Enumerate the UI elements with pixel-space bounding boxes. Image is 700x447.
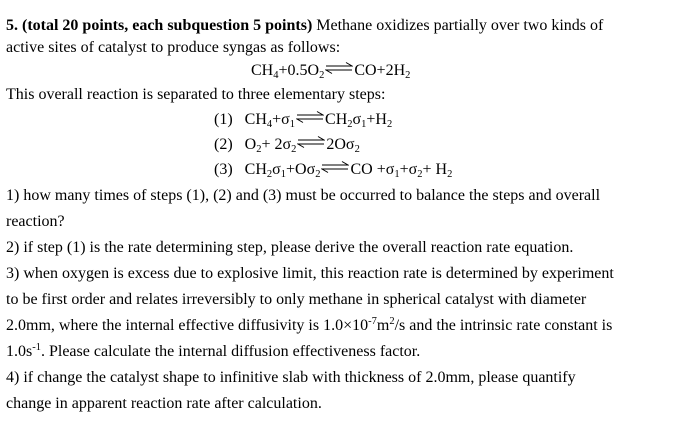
question-2: 2) if step (1) is the rate determining step, please derive the overall reaction rate equation. (6, 239, 574, 256)
step-3: (3) $CH_2\sigma_1+O\sigma_2$ CO $+\sigma_1+\sigma_2+ H_2$ (214, 161, 453, 180)
problem-title-line (6, 16, 603, 36)
question-4-line-1: 4) if change the catalyst shape to infinitive slab with thickness of 2.0mm, please quantify (6, 369, 576, 386)
question-4-line-2: change in apparent reaction rate after calculation. (6, 395, 322, 412)
intro-line-2: active sites of catalyst to produce syngas as follows: (6, 39, 341, 56)
problem-number: 5. (6, 17, 18, 34)
question-3-line-3: 2.0mm, where the internal effective diffusivity is $1.0\times 10^{-7}m^2/s$ and the intrinsic rate constant is (6, 316, 613, 334)
step-1: (1) $CH_4+\sigma_1$ $CH_2\sigma_1+H_2$ (214, 111, 393, 130)
separated-text: This overall reaction is separated to three elementary steps: (6, 86, 386, 103)
equilibrium-arrow-icon (321, 161, 349, 173)
points-note: (total 20 points, each subquestion 5 points) (22, 17, 313, 34)
overall-reaction: $CH_4+0.5O_2$ $CO+2H_2$ (251, 62, 411, 81)
step-2: (2) $O_2+ 2\sigma_2$ $2O\sigma_2$ (214, 136, 360, 155)
equilibrium-arrow-icon (296, 111, 324, 123)
question-3-line-2: to be first order and relates irreversibly to only methane in spherical catalyst with diameter (6, 291, 587, 308)
question-1-line-2: reaction? (6, 213, 65, 230)
intro-text: Methane oxidizes partially over two kinds of (312, 17, 604, 34)
question-3-line-1: 3) when oxygen is excess due to explosive limit, this reaction rate is determined by experiment (6, 265, 614, 282)
question-3-line-4: $1.0s^{-1}$. Please calculate the internal diffusion effectiveness factor. (6, 342, 421, 360)
question-1-line-1: 1) how many times of steps (1), (2) and (3) must be occurred to balance the steps and overall (6, 187, 601, 204)
equilibrium-arrow-icon (297, 136, 325, 148)
equilibrium-arrow-icon (325, 62, 353, 74)
